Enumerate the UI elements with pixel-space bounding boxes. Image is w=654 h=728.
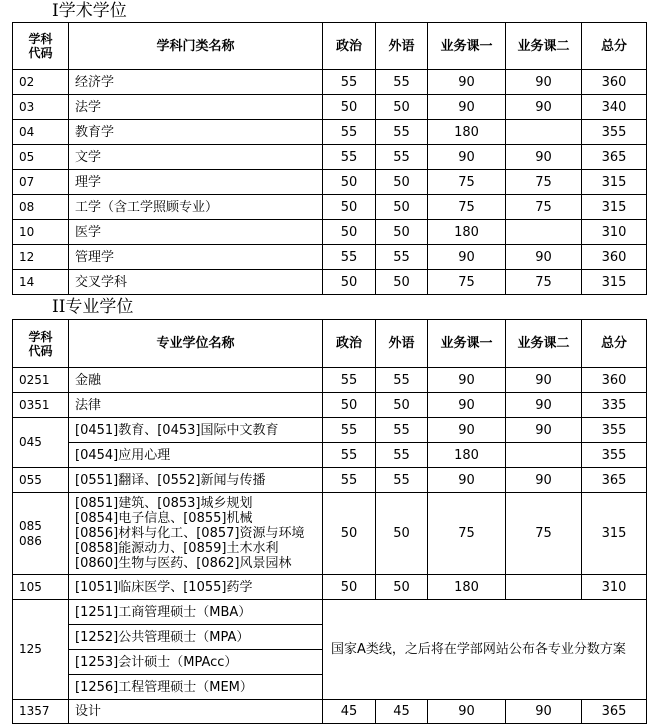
- row-name: 教育学: [69, 120, 323, 145]
- program-name: [0854]电子信息、[0855]机械: [75, 511, 253, 526]
- table-row: [13, 95, 647, 120]
- row-name: 交叉学科: [69, 270, 323, 295]
- row-code: 085 086: [13, 493, 69, 575]
- row-course2: 90: [506, 393, 582, 418]
- row-course2: [506, 220, 582, 245]
- row-name: 医学: [69, 220, 323, 245]
- row-code: 0251: [13, 368, 69, 393]
- row-name: 经济学: [69, 70, 323, 95]
- header-foreign: 外语: [376, 23, 428, 70]
- header-course1: 业务课一: [428, 320, 506, 368]
- header-foreign: 外语: [376, 320, 428, 368]
- row-foreign: 55: [376, 468, 428, 493]
- row-politics: 50: [323, 95, 376, 120]
- row-course1: 75: [428, 270, 506, 295]
- row-course1: 75: [428, 493, 506, 575]
- row-foreign: 50: [376, 170, 428, 195]
- row-course1: 180: [428, 120, 506, 145]
- row-total: 315: [582, 493, 647, 575]
- row-total: 340: [582, 95, 647, 120]
- table-row: [13, 443, 647, 468]
- row-total: 310: [582, 575, 647, 600]
- row-code: 12: [13, 245, 69, 270]
- row-foreign: 50: [376, 270, 428, 295]
- row-foreign: 55: [376, 418, 428, 443]
- row-course2: 75: [506, 170, 582, 195]
- header-course1: 业务课一: [428, 23, 506, 70]
- row-politics: 50: [323, 220, 376, 245]
- row-course1: 90: [428, 145, 506, 170]
- row-politics: 50: [323, 393, 376, 418]
- row-name: 设计: [69, 700, 323, 724]
- row-politics: 55: [323, 70, 376, 95]
- program-name: [0858]能源动力、[0859]土木水利: [75, 541, 279, 556]
- row-code: 02: [13, 70, 69, 95]
- row-politics: 50: [323, 575, 376, 600]
- header-name: 学科门类名称: [69, 23, 323, 70]
- table-row: [13, 145, 647, 170]
- row-foreign: 55: [376, 120, 428, 145]
- header-total: 总分: [582, 320, 647, 368]
- program-name: [0856]材料与化工、[0857]资源与环境: [75, 526, 305, 541]
- row-foreign: 50: [376, 393, 428, 418]
- row-course2: [506, 443, 582, 468]
- table-row: [13, 393, 647, 418]
- row-course1: 90: [428, 95, 506, 120]
- row-politics: 55: [323, 245, 376, 270]
- row-course1: 90: [428, 368, 506, 393]
- row-total: 315: [582, 270, 647, 295]
- row-course1: 90: [428, 70, 506, 95]
- row-foreign: 55: [376, 368, 428, 393]
- row-total: 315: [582, 170, 647, 195]
- row-name: 文学: [69, 145, 323, 170]
- row-course1: 90: [428, 418, 506, 443]
- row-politics: 55: [323, 468, 376, 493]
- header-politics: 政治: [323, 23, 376, 70]
- row-course1: 90: [428, 700, 506, 724]
- row-code: 03: [13, 95, 69, 120]
- row-course2: 90: [506, 245, 582, 270]
- row-name-list: [69, 493, 323, 575]
- header-politics: 政治: [323, 320, 376, 368]
- professional-degree-table: [12, 319, 647, 724]
- row-total: 365: [582, 145, 647, 170]
- table-header-row: [13, 23, 647, 70]
- table-header-row: [13, 320, 647, 368]
- row-name: [0551]翻译、[0552]新闻与传播: [69, 468, 323, 493]
- row-code: 14: [13, 270, 69, 295]
- row-code: 05: [13, 145, 69, 170]
- header-code: 学科 代码: [13, 320, 69, 368]
- row-name: 法律: [69, 393, 323, 418]
- row-course1: 90: [428, 393, 506, 418]
- professional-degree-title: II专业学位: [52, 297, 134, 317]
- row-politics: 50: [323, 195, 376, 220]
- row-course2: [506, 120, 582, 145]
- row-politics: 45: [323, 700, 376, 724]
- row-course2: 75: [506, 195, 582, 220]
- row-politics: 55: [323, 443, 376, 468]
- row-total: 310: [582, 220, 647, 245]
- row-name: [1251]工商管理硕士（MBA）: [69, 600, 323, 625]
- row-politics: 55: [323, 368, 376, 393]
- row-code: 1357: [13, 700, 69, 724]
- program-name: [0851]建筑、[0853]城乡规划: [75, 496, 253, 511]
- table-row: [13, 600, 647, 625]
- table-row: [13, 368, 647, 393]
- row-course2: 90: [506, 145, 582, 170]
- score-note: 国家A类线，之后将在学部网站公布各专业分数方案: [323, 600, 647, 700]
- table-row: [13, 220, 647, 245]
- row-name: 管理学: [69, 245, 323, 270]
- row-total: 360: [582, 368, 647, 393]
- row-politics: 50: [323, 270, 376, 295]
- row-code: 055: [13, 468, 69, 493]
- table-row: [13, 468, 647, 493]
- row-politics: 50: [323, 170, 376, 195]
- row-code: 04: [13, 120, 69, 145]
- row-course1: 75: [428, 195, 506, 220]
- row-politics: 55: [323, 418, 376, 443]
- row-course2: 75: [506, 493, 582, 575]
- row-code: 10: [13, 220, 69, 245]
- row-name: [1253]会计硕士（MPAcc）: [69, 650, 323, 675]
- row-course2: 75: [506, 270, 582, 295]
- row-foreign: 50: [376, 195, 428, 220]
- header-code: 学科 代码: [13, 23, 69, 70]
- header-name: 专业学位名称: [69, 320, 323, 368]
- row-code: 08: [13, 195, 69, 220]
- row-course2: 90: [506, 700, 582, 724]
- header-course2: 业务课二: [506, 23, 582, 70]
- row-code: 07: [13, 170, 69, 195]
- row-foreign: 55: [376, 443, 428, 468]
- row-name: 理学: [69, 170, 323, 195]
- row-code: 125: [13, 600, 69, 700]
- row-course2: 90: [506, 368, 582, 393]
- row-name: [1051]临床医学、[1055]药学: [69, 575, 323, 600]
- academic-degree-title: I学术学位: [52, 1, 127, 21]
- row-name: 金融: [69, 368, 323, 393]
- table-row: [13, 418, 647, 443]
- row-foreign: 55: [376, 245, 428, 270]
- row-code: 045: [13, 418, 69, 468]
- row-name: [0454]应用心理: [69, 443, 323, 468]
- row-total: 365: [582, 700, 647, 724]
- table-row: [13, 575, 647, 600]
- row-foreign: 55: [376, 70, 428, 95]
- table-row: [13, 70, 647, 95]
- row-politics: 55: [323, 145, 376, 170]
- row-politics: 50: [323, 493, 376, 575]
- row-course1: 75: [428, 170, 506, 195]
- table-row: [13, 120, 647, 145]
- row-total: 360: [582, 245, 647, 270]
- header-course2: 业务课二: [506, 320, 582, 368]
- row-foreign: 50: [376, 220, 428, 245]
- row-course2: [506, 575, 582, 600]
- table-row: [13, 170, 647, 195]
- row-total: 355: [582, 418, 647, 443]
- row-foreign: 50: [376, 493, 428, 575]
- row-foreign: 50: [376, 575, 428, 600]
- row-course2: 90: [506, 95, 582, 120]
- row-total: 355: [582, 120, 647, 145]
- row-name: 法学: [69, 95, 323, 120]
- row-course1: 180: [428, 575, 506, 600]
- row-course2: 90: [506, 418, 582, 443]
- row-course1: 90: [428, 468, 506, 493]
- row-code: 105: [13, 575, 69, 600]
- row-total: 335: [582, 393, 647, 418]
- header-total: 总分: [582, 23, 647, 70]
- row-name: [1256]工程管理硕士（MEM）: [69, 675, 323, 700]
- row-total: 360: [582, 70, 647, 95]
- row-course2: 90: [506, 70, 582, 95]
- row-foreign: 55: [376, 145, 428, 170]
- academic-degree-table: [12, 22, 647, 295]
- row-foreign: 45: [376, 700, 428, 724]
- table-row: [13, 245, 647, 270]
- table-row: [13, 493, 647, 575]
- table-row: [13, 270, 647, 295]
- row-politics: 55: [323, 120, 376, 145]
- row-course1: 180: [428, 220, 506, 245]
- row-name: 工学（含工学照顾专业）: [69, 195, 323, 220]
- row-total: 315: [582, 195, 647, 220]
- row-course1: 180: [428, 443, 506, 468]
- row-course1: 90: [428, 245, 506, 270]
- table-row: [13, 195, 647, 220]
- row-total: 355: [582, 443, 647, 468]
- row-total: 365: [582, 468, 647, 493]
- row-name: [1252]公共管理硕士（MPA）: [69, 625, 323, 650]
- program-name: [0860]生物与医药、[0862]风景园林: [75, 556, 292, 571]
- row-course2: 90: [506, 468, 582, 493]
- row-name: [0451]教育、[0453]国际中文教育: [69, 418, 323, 443]
- row-foreign: 50: [376, 95, 428, 120]
- table-row: [13, 700, 647, 724]
- row-code: 0351: [13, 393, 69, 418]
